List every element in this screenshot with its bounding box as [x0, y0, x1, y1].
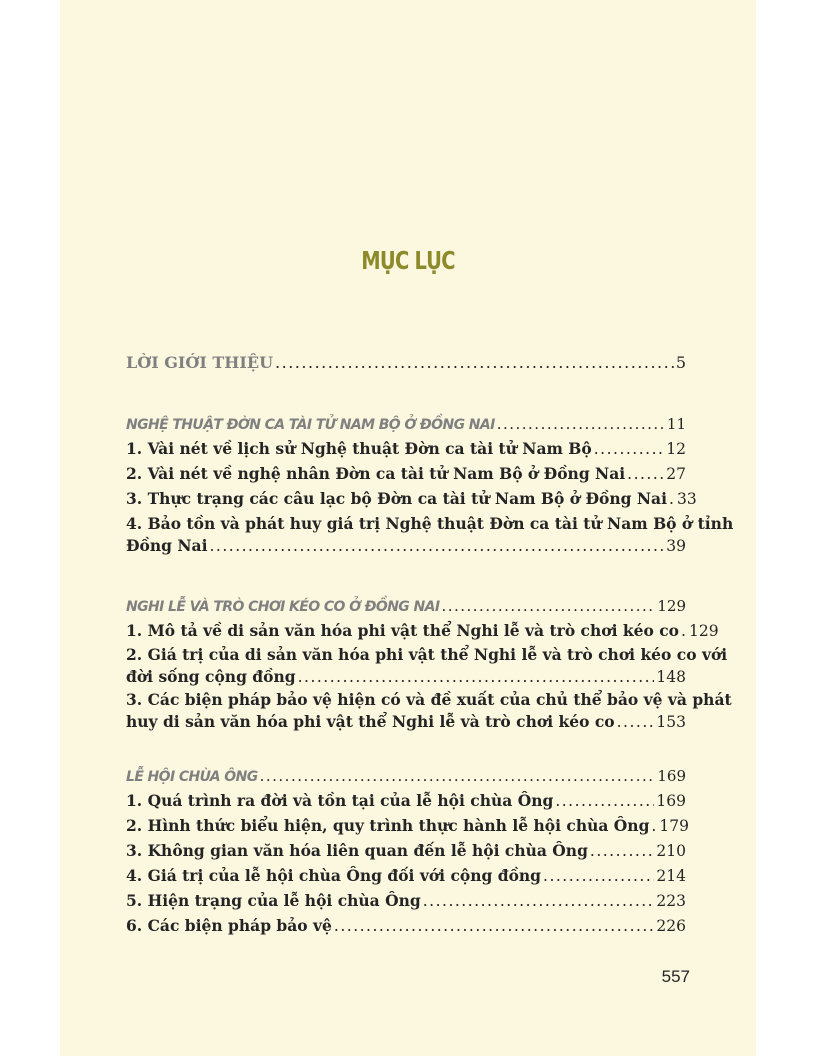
toc-entry: [126, 620, 719, 642]
entry-label: đời sống cộng đồng: [126, 667, 296, 686]
leader-dots: [334, 915, 654, 937]
page-title: MỤC LỤC: [361, 246, 455, 275]
entry-page: 33: [676, 490, 697, 508]
leader-dots: [555, 790, 654, 812]
entry-page: 129: [689, 622, 719, 640]
section-page: 11: [666, 415, 686, 433]
section-label: NGHỆ THUẬT ĐỜN CA TÀI TỬ NAM BỘ Ở ĐỒNG NAI: [126, 417, 495, 433]
toc-section-heading: [126, 595, 686, 618]
toc-intro: [126, 352, 686, 374]
toc-entry: [126, 488, 697, 510]
entry-page: 39: [666, 537, 686, 555]
leader-dots: [669, 488, 675, 510]
entry-page: 214: [656, 867, 686, 885]
leader-dots: [260, 765, 656, 787]
leader-dots: [210, 535, 665, 557]
toc-section-heading: [126, 765, 686, 788]
entry-label: 2. Hình thức biểu hiện, quy trình thực hành lễ hội chùa Ông: [126, 816, 650, 835]
leader-dots: [441, 595, 655, 617]
entry-label-line1: 2. Giá trị của di sản văn hóa phi vật thể Nghi lễ và trò chơi kéo co với: [126, 645, 728, 664]
leader-dots: [594, 438, 665, 460]
leader-dots: [681, 620, 687, 642]
toc-intro-label: LỜI GIỚI THIỆU: [126, 353, 274, 372]
leader-dots: [423, 890, 655, 912]
entry-label: 1. Vài nét về lịch sử Nghệ thuật Đờn ca tài tử Nam Bộ: [126, 439, 592, 458]
toc-entry: [126, 840, 686, 862]
entry-label-line1: 3. Các biện pháp bảo vệ hiện có và đề xuất của chủ thể bảo vệ và phát: [126, 690, 732, 709]
toc-intro-page: 5: [675, 353, 686, 372]
entry-page: 153: [656, 713, 686, 731]
toc-entry: [126, 438, 686, 460]
toc-section-heading: [126, 413, 686, 436]
leader-dots: [497, 413, 665, 435]
section-label: LỄ HỘI CHÙA ÔNG: [126, 769, 258, 785]
entry-label: 3. Thực trạng các câu lạc bộ Đờn ca tài tử Nam Bộ ở Đồng Nai: [126, 489, 667, 508]
toc-entry: [126, 790, 686, 812]
entry-page: 12: [666, 440, 686, 458]
entry-label-line1: 4. Bảo tồn và phát huy giá trị Nghệ thuật Đờn ca tài tử Nam Bộ ở tỉnh: [126, 514, 734, 533]
entry-page: 27: [666, 465, 686, 483]
entry-page: 169: [656, 792, 686, 810]
entry-label: 2. Vài nét về nghệ nhân Đờn ca tài tử Nam Bộ ở Đồng Nai: [126, 464, 626, 483]
toc-entry: [126, 815, 690, 837]
entry-page: 226: [656, 917, 686, 935]
toc-entry: [126, 865, 686, 887]
page-number: 557: [661, 967, 690, 986]
toc-entry: [126, 915, 686, 937]
leader-dots: [627, 463, 664, 485]
entry-label: 4. Giá trị của lễ hội chùa Ông đối với cộng đồng: [126, 866, 542, 885]
leader-dots: [275, 352, 674, 374]
entry-page: 179: [659, 817, 690, 835]
leader-dots: [543, 865, 654, 887]
entry-label: 1. Mô tả về di sản văn hóa phi vật thể Nghi lễ và trò chơi kéo co: [126, 621, 679, 640]
toc-entry: [126, 463, 686, 485]
toc-entry: [126, 890, 686, 912]
section-page: 169: [657, 767, 686, 785]
entry-label: 3. Không gian văn hóa liên quan đến lễ hội chùa Ông: [126, 841, 588, 860]
entry-label: 1. Quá trình ra đời và tồn tại của lễ hội chùa Ông: [126, 791, 554, 810]
leader-dots: [617, 711, 655, 733]
leader-dots: [298, 666, 655, 688]
entry-label: 5. Hiện trạng của lễ hội chùa Ông: [126, 891, 421, 910]
entry-page: 148: [656, 668, 686, 686]
toc-entry: [126, 689, 732, 733]
toc-entry: [126, 513, 734, 557]
section-label: NGHI LỄ VÀ TRÒ CHƠI KÉO CO Ở ĐỒNG NAI: [126, 599, 440, 615]
entry-page: 223: [656, 892, 686, 910]
entry-label: Đồng Nai: [126, 536, 208, 555]
entry-label: 6. Các biện pháp bảo vệ: [126, 916, 332, 935]
entry-page: 210: [656, 842, 686, 860]
toc-entry: [126, 644, 728, 688]
leader-dots: [590, 840, 655, 862]
entry-label: huy di sản văn hóa phi vật thể Nghi lễ và trò chơi kéo co: [126, 712, 615, 731]
leader-dots: [651, 815, 657, 837]
section-page: 129: [657, 597, 686, 615]
